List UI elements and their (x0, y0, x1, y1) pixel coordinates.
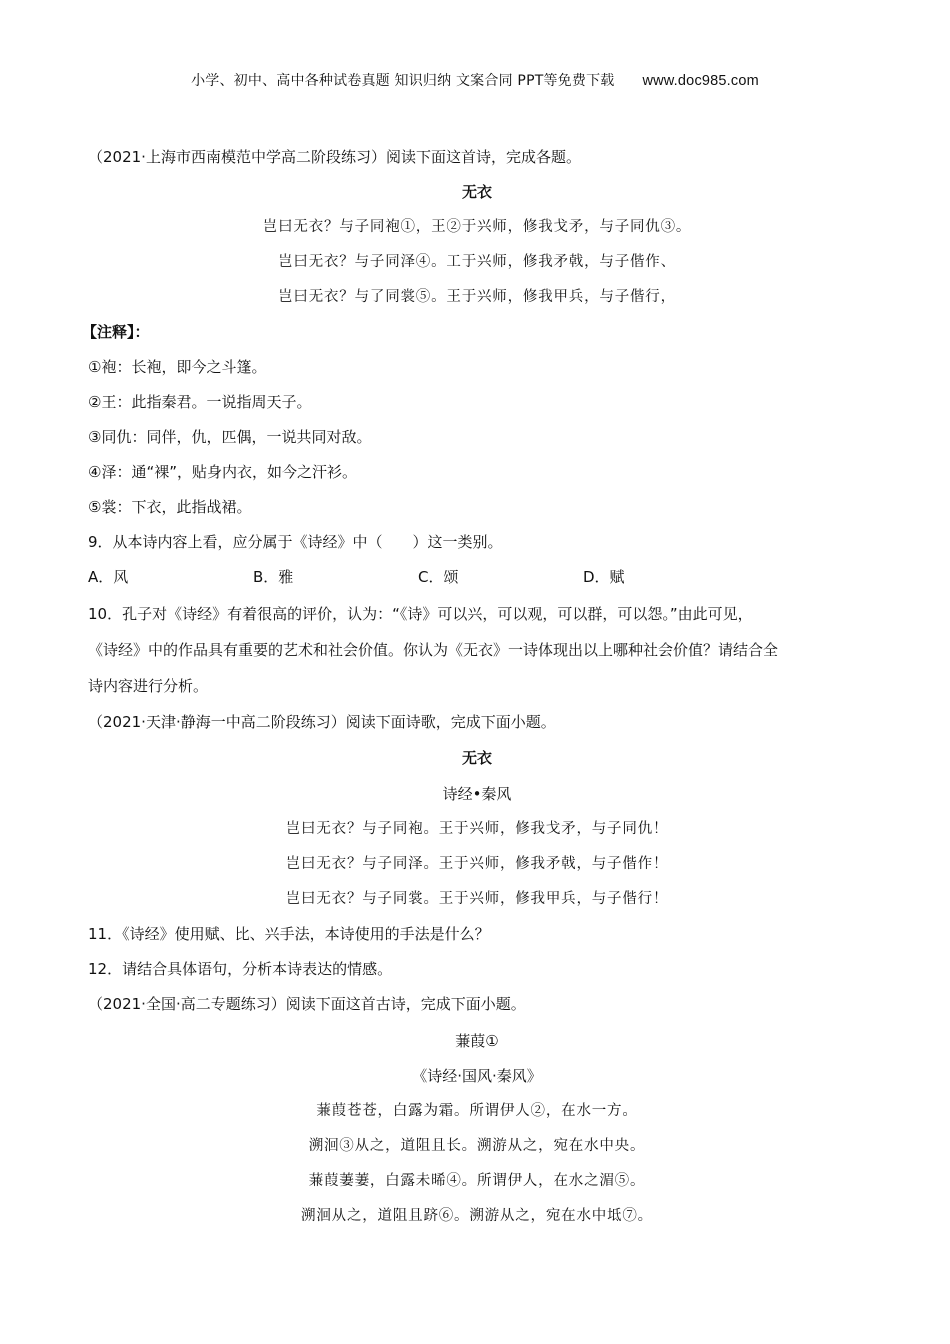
section1-poem-line: 岂曰无衣？与了同裳⑤。王于兴师，修我甲兵，与子偕行， (278, 289, 676, 305)
question-9: 9．从本诗内容上看，应分属于《诗经》中（ ）这一类别。 (88, 533, 503, 551)
option-b[interactable]: B．雅 (253, 568, 294, 586)
option-a[interactable]: A．风 (88, 568, 129, 586)
option-c[interactable]: C．颂 (418, 568, 459, 586)
section1-poem-line: 岂曰无衣？与子同袍①，王②于兴师，修我戈矛，与子同仇③。 (262, 219, 692, 235)
note-item: ④泽：通“裸”，贴身内衣，如今之汗衫。 (88, 463, 357, 481)
note-item: ⑤裳：下衣，此指战裙。 (88, 498, 252, 516)
section3-poem-line: 蒹葭苍苍，白露为霜。所谓伊人②，在水一方。 (316, 1103, 638, 1119)
section3-poem-author: 《诗经·国风·秦风》 (412, 1067, 542, 1085)
option-d[interactable]: D．赋 (583, 568, 625, 586)
section2-poem-author: 诗经•秦风 (442, 785, 512, 803)
section2-poem-title: 无衣 (461, 749, 492, 767)
section2-poem-line: 岂曰无衣？与子同裳。王于兴师，修我甲兵，与子偕行！ (285, 891, 669, 907)
page-header (0, 70, 950, 90)
note-item: ③同仇：同伴，仇，匹偶，一说共同对敌。 (88, 428, 372, 446)
notes-heading: 【注释】： (82, 323, 150, 341)
section1-source: （2021·上海市西南模范中学高二阶段练习）阅读下面这首诗，完成各题。 (88, 148, 581, 166)
question-10-line: 10．孔子对《诗经》有着很高的评价，认为：“《诗》可以兴，可以观，可以群，可以怨。”由此可见， (88, 605, 753, 623)
question-12: 12．请结合具体语句，分析本诗表达的情感。 (88, 960, 393, 978)
header-text: 小学、初中、高中各种试卷真题 知识归纳 文案合同 PPT等免费下载 (191, 73, 615, 89)
section3-poem-title: 蒹葭① (455, 1032, 499, 1050)
question-9-options (88, 567, 748, 587)
question-10-line: 诗内容进行分析。 (88, 677, 209, 695)
header-site-link[interactable]: www.doc985.com (642, 73, 759, 89)
section3-source: （2021·全国·高二专题练习）阅读下面这首古诗，完成下面小题。 (88, 995, 526, 1013)
section2-poem-line: 岂曰无衣？与子同泽。王于兴师，修我矛戟，与子偕作！ (285, 856, 669, 872)
section2-source: （2021·天津·静海一中高二阶段练习）阅读下面诗歌，完成下面小题。 (88, 713, 556, 731)
section1-poem-line: 岂曰无衣？与子同泽④。工于兴师，修我矛戟，与子偕作、 (278, 254, 676, 270)
section2-poem-line: 岂曰无衣？与子同袍。王于兴师，修我戈矛，与子同仇！ (285, 821, 669, 837)
note-item: ①袍：长袍，即今之斗篷。 (88, 358, 267, 376)
section1-poem-title: 无衣 (461, 183, 492, 201)
section3-poem-line: 溯洄③从之，道阻且长。溯游从之，宛在水中央。 (308, 1138, 646, 1154)
question-11: 11．《诗经》使用赋、比、兴手法，本诗使用的手法是什么？ (88, 925, 490, 943)
section3-poem-line: 蒹葭萋萋，白露未晞④。所谓伊人，在水之湄⑤。 (308, 1173, 646, 1189)
section3-poem-line: 溯洄从之，道阻且跻⑥。溯游从之，宛在水中坻⑦。 (301, 1208, 653, 1224)
note-item: ②王：此指秦君。一说指周天子。 (88, 393, 312, 411)
question-10-line: 《诗经》中的作品具有重要的艺术和社会价值。你认为《无衣》一诗体现出以上哪种社会价值？请结合全 (88, 641, 779, 659)
